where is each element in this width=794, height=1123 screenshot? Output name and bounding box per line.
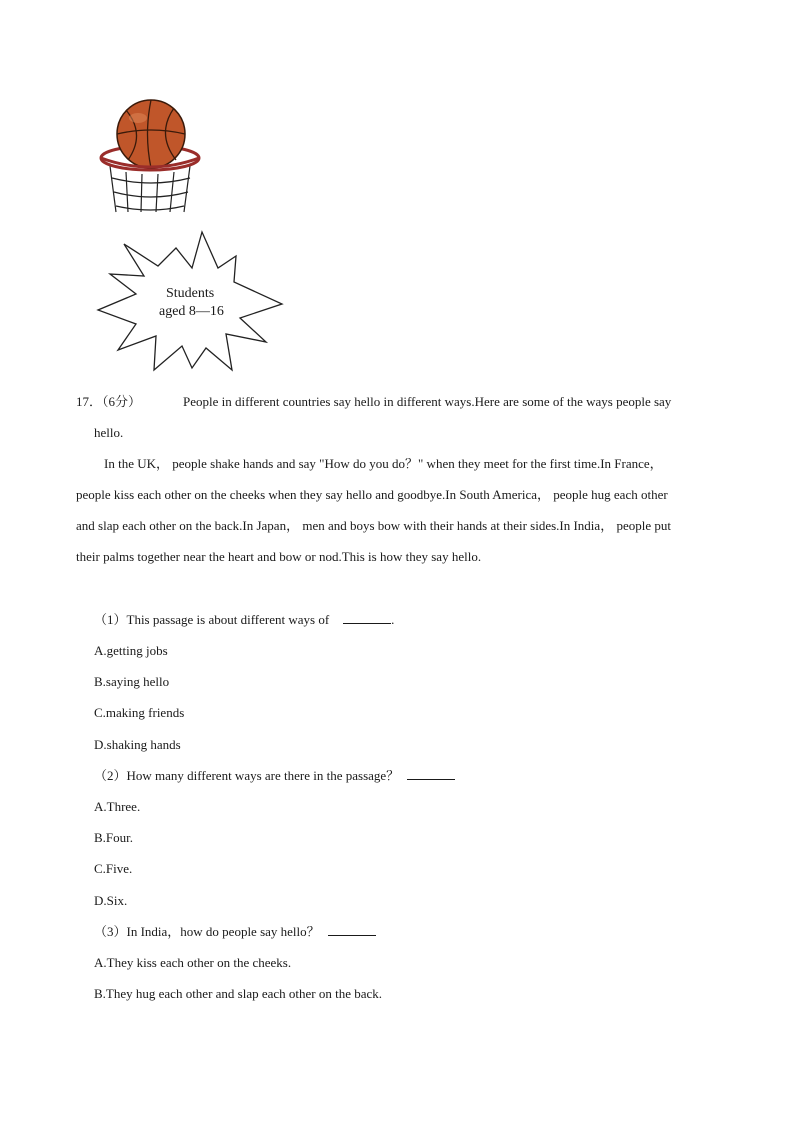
subquestion-2-stem-text: （2）How many different ways are there in the passage？ <box>94 768 400 783</box>
subquestion-2-option-a[interactable]: A.Three. <box>94 799 141 814</box>
question-intro-line-2: hello. <box>94 425 124 440</box>
subquestion-1-stem-text: （1）This passage is about different ways of <box>94 612 330 627</box>
subquestion-1-option-b[interactable]: B.saying hello <box>94 674 170 689</box>
subquestion-2-option-c[interactable]: C.Five. <box>94 861 133 876</box>
passage-line-4: their palms together near the heart and bow or nod.This is how they say hello. <box>76 549 482 564</box>
subquestion-1-option-d[interactable]: D.shaking hands <box>94 737 181 752</box>
answer-blank-1[interactable] <box>343 612 391 624</box>
basketball-icon <box>117 100 185 168</box>
badge-text-line-1: Students <box>166 286 215 301</box>
answer-blank-2[interactable] <box>407 768 455 780</box>
basketball-hoop-illustration <box>96 96 206 216</box>
question-number: 17．（6分） <box>76 394 142 409</box>
subquestion-3-option-b[interactable]: B.They hug each other and slap each other on the back. <box>94 986 383 1001</box>
passage-line-1: In the UK， people shake hands and say "How do you do？" when they meet for the first time.In France， <box>104 456 663 471</box>
question-intro-line-1: People in different countries say hello in different ways.Here are some of the ways people say <box>183 394 672 409</box>
subquestion-2-option-d[interactable]: D.Six. <box>94 893 128 908</box>
subquestion-3-option-a[interactable]: A.They kiss each other on the cheeks. <box>94 955 292 970</box>
passage-line-2: people kiss each other on the cheeks when they say hello and goodbye.In South America， people hug each other <box>76 487 668 502</box>
subquestion-2-stem <box>94 767 455 785</box>
subquestion-1-option-c[interactable]: C.making friends <box>94 705 185 720</box>
hoop-net <box>110 166 190 212</box>
subquestion-1-stem-end: . <box>391 612 395 627</box>
subquestion-2-option-b[interactable]: B.Four. <box>94 830 134 845</box>
subquestion-3-stem-text: （3）In India，how do people say hello？ <box>94 924 320 939</box>
badge-text-line-2: aged 8—16 <box>159 304 224 319</box>
passage-line-3: and slap each other on the back.In Japan， men and boys bow with their hands at their sides.In India， people put <box>76 518 671 533</box>
subquestion-3-stem <box>94 923 376 941</box>
subquestion-1-option-a[interactable]: A.getting jobs <box>94 643 168 658</box>
answer-blank-3[interactable] <box>328 924 376 936</box>
subquestion-1-stem <box>94 611 394 629</box>
